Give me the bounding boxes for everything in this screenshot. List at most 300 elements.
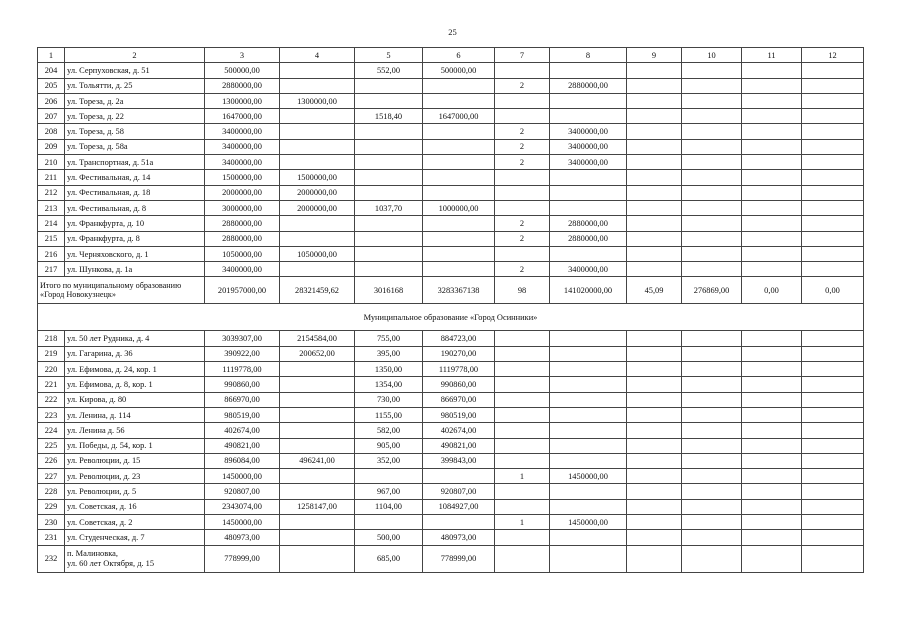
table-cell: 990860,00 <box>205 377 280 392</box>
table-cell <box>627 346 682 361</box>
table-cell: 3400000,00 <box>550 262 627 277</box>
table-cell <box>742 423 802 438</box>
table-cell <box>495 246 550 261</box>
table-cell <box>802 78 864 93</box>
register-table <box>37 47 864 573</box>
table-cell: 211 <box>38 170 65 185</box>
table-cell: 905,00 <box>355 438 423 453</box>
table-cell: ул. Революции, д. 23 <box>65 469 205 484</box>
table-cell <box>423 469 495 484</box>
table-cell <box>742 362 802 377</box>
table-cell <box>802 484 864 499</box>
table-cell: 226 <box>38 453 65 468</box>
table-cell: 6 <box>423 48 495 63</box>
table-cell: ул. Тореза, д. 22 <box>65 109 205 124</box>
table-cell: 225 <box>38 438 65 453</box>
table-cell: 3 <box>205 48 280 63</box>
table-cell <box>280 139 355 154</box>
table-cell <box>550 93 627 108</box>
table-cell: 200652,00 <box>280 346 355 361</box>
table-cell <box>550 362 627 377</box>
table-cell: 2 <box>495 124 550 139</box>
page-number: 25 <box>448 27 457 37</box>
table-row <box>38 331 864 346</box>
table-cell: 2000000,00 <box>280 185 355 200</box>
table-cell: 217 <box>38 262 65 277</box>
table-cell <box>280 63 355 78</box>
table-cell: 218 <box>38 331 65 346</box>
table-cell: 229 <box>38 499 65 514</box>
table-cell: 4 <box>280 48 355 63</box>
table-cell: 232 <box>38 545 65 572</box>
table-cell: 490821,00 <box>423 438 495 453</box>
table-cell: 1450000,00 <box>550 515 627 530</box>
table-cell: 219 <box>38 346 65 361</box>
table-cell: 1119778,00 <box>423 362 495 377</box>
table-cell <box>355 246 423 261</box>
table-cell <box>742 124 802 139</box>
table-cell: 920807,00 <box>205 484 280 499</box>
table-cell: 1000000,00 <box>423 200 495 215</box>
table-cell <box>802 530 864 545</box>
table-cell <box>802 377 864 392</box>
table-row <box>38 499 864 514</box>
table-cell: 500000,00 <box>423 63 495 78</box>
table-cell <box>682 185 742 200</box>
table-cell <box>495 346 550 361</box>
table-cell <box>355 231 423 246</box>
table-cell <box>682 530 742 545</box>
table-cell: 866970,00 <box>423 392 495 407</box>
table-cell <box>682 200 742 215</box>
table-cell <box>802 423 864 438</box>
table-cell <box>627 484 682 499</box>
table-cell: ул. Студенческая, д. 7 <box>65 530 205 545</box>
table-cell: 685,00 <box>355 545 423 572</box>
table-cell: 1500000,00 <box>280 170 355 185</box>
table-cell <box>355 515 423 530</box>
table-cell: 1 <box>495 515 550 530</box>
table-cell: ул. Ленина д. 56 <box>65 423 205 438</box>
table-cell <box>550 545 627 572</box>
table-cell: 208 <box>38 124 65 139</box>
table-cell <box>742 469 802 484</box>
table-cell <box>742 170 802 185</box>
table-cell: 2 <box>495 139 550 154</box>
table-row <box>38 216 864 231</box>
table-cell: 2343074,00 <box>205 499 280 514</box>
table-cell <box>495 377 550 392</box>
table-cell: 221 <box>38 377 65 392</box>
table-cell <box>550 499 627 514</box>
table-cell: 866970,00 <box>205 392 280 407</box>
table-cell: 896084,00 <box>205 453 280 468</box>
table-cell <box>627 231 682 246</box>
table-cell <box>550 331 627 346</box>
table-cell <box>802 139 864 154</box>
table-cell: 730,00 <box>355 392 423 407</box>
table-cell <box>495 170 550 185</box>
table-row <box>38 346 864 361</box>
table-cell <box>682 438 742 453</box>
table-cell: ул. Ефимова, д. 8, кор. 1 <box>65 377 205 392</box>
table-cell <box>802 331 864 346</box>
table-cell: 2 <box>65 48 205 63</box>
table-cell <box>742 407 802 422</box>
table-cell: 9 <box>627 48 682 63</box>
table-cell <box>627 170 682 185</box>
table-cell: ул. Фестивальная, д. 14 <box>65 170 205 185</box>
table-cell <box>682 377 742 392</box>
table-cell: 201957000,00 <box>205 277 280 304</box>
table-cell: 98 <box>495 277 550 304</box>
table-cell <box>280 423 355 438</box>
table-cell <box>682 545 742 572</box>
address-line: п. Малиновка, <box>67 549 118 559</box>
table-cell: ул. Серпуховская, д. 51 <box>65 63 205 78</box>
table-cell: 2000000,00 <box>205 185 280 200</box>
table-cell <box>280 362 355 377</box>
table-cell: 778999,00 <box>423 545 495 572</box>
table-cell <box>495 438 550 453</box>
table-cell <box>742 515 802 530</box>
table-cell: 11 <box>742 48 802 63</box>
table-cell <box>423 155 495 170</box>
table-cell <box>550 407 627 422</box>
table-cell: 1258147,00 <box>280 499 355 514</box>
header-row <box>38 48 864 63</box>
table-cell: 223 <box>38 407 65 422</box>
table-cell <box>742 155 802 170</box>
table-cell <box>682 346 742 361</box>
table-cell <box>495 109 550 124</box>
table-cell: 3000000,00 <box>205 200 280 215</box>
table-cell: 216 <box>38 246 65 261</box>
table-cell: 1 <box>495 469 550 484</box>
table-cell <box>423 185 495 200</box>
table-cell: 980519,00 <box>423 407 495 422</box>
table-cell <box>742 78 802 93</box>
table-cell: ул. Ефимова, д. 24, кор. 1 <box>65 362 205 377</box>
table-cell <box>742 545 802 572</box>
table-cell: ул. Тольятти, д. 25 <box>65 78 205 93</box>
table-cell <box>627 63 682 78</box>
table-cell: 552,00 <box>355 63 423 78</box>
table-cell: 2880000,00 <box>205 78 280 93</box>
total-row <box>38 277 864 304</box>
table-cell <box>682 231 742 246</box>
table-cell <box>280 262 355 277</box>
table-cell <box>355 124 423 139</box>
table-cell: 0,00 <box>802 277 864 304</box>
table-cell <box>423 93 495 108</box>
table-cell <box>627 139 682 154</box>
table-cell <box>682 109 742 124</box>
table-cell: 980519,00 <box>205 407 280 422</box>
table-cell <box>280 515 355 530</box>
table-cell: 190270,00 <box>423 346 495 361</box>
table-row <box>38 438 864 453</box>
table-row <box>38 78 864 93</box>
table-cell: 390922,00 <box>205 346 280 361</box>
table-cell <box>280 545 355 572</box>
table-cell <box>423 139 495 154</box>
table-cell <box>742 499 802 514</box>
table-cell: 1037,70 <box>355 200 423 215</box>
table-cell <box>682 331 742 346</box>
table-cell <box>627 262 682 277</box>
table-row <box>38 170 864 185</box>
table-cell: 1300000,00 <box>280 93 355 108</box>
table-cell <box>550 530 627 545</box>
table-cell <box>682 469 742 484</box>
table-cell: 1050000,00 <box>280 246 355 261</box>
table-cell <box>495 392 550 407</box>
table-cell: ул. Шункова, д. 1а <box>65 262 205 277</box>
table-cell <box>742 392 802 407</box>
table-row <box>38 63 864 78</box>
table-cell <box>802 170 864 185</box>
table-cell <box>280 392 355 407</box>
table-cell <box>550 346 627 361</box>
table-cell: 12 <box>802 48 864 63</box>
table-row <box>38 392 864 407</box>
table-cell: 1450000,00 <box>205 469 280 484</box>
table-cell <box>742 484 802 499</box>
table-cell <box>682 499 742 514</box>
table-row <box>38 377 864 392</box>
table-cell <box>355 139 423 154</box>
table-cell: 2880000,00 <box>205 216 280 231</box>
table-cell <box>627 377 682 392</box>
table-cell: 5 <box>355 48 423 63</box>
table-cell <box>355 185 423 200</box>
table-cell: ул. Черняховского, д. 1 <box>65 246 205 261</box>
table-cell: 0,00 <box>742 277 802 304</box>
table-cell <box>742 530 802 545</box>
table-cell <box>495 423 550 438</box>
table-cell <box>495 484 550 499</box>
table-cell <box>495 499 550 514</box>
table-cell: 778999,00 <box>205 545 280 572</box>
table-cell <box>742 346 802 361</box>
table-cell <box>742 453 802 468</box>
table-cell: 8 <box>550 48 627 63</box>
table-cell <box>280 407 355 422</box>
table-cell: ул. Ленина, д. 114 <box>65 407 205 422</box>
table-cell: 213 <box>38 200 65 215</box>
address-line: ул. 60 лет Октября, д. 15 <box>67 558 155 568</box>
table-cell <box>550 170 627 185</box>
table-row <box>38 515 864 530</box>
table-cell <box>682 484 742 499</box>
table-cell: 920807,00 <box>423 484 495 499</box>
table-cell: 2154584,00 <box>280 331 355 346</box>
table-cell <box>355 262 423 277</box>
table-cell: 1155,00 <box>355 407 423 422</box>
table-cell <box>802 200 864 215</box>
table-cell: 500,00 <box>355 530 423 545</box>
table-row <box>38 545 864 572</box>
table-row <box>38 423 864 438</box>
table-cell: 3039307,00 <box>205 331 280 346</box>
table-cell <box>550 484 627 499</box>
table-cell <box>682 246 742 261</box>
table-cell <box>802 231 864 246</box>
table-cell <box>802 545 864 572</box>
table-cell <box>682 362 742 377</box>
table-cell: ул. 50 лет Рудника, д. 4 <box>65 331 205 346</box>
table-cell: 395,00 <box>355 346 423 361</box>
table-cell <box>495 93 550 108</box>
table-cell <box>802 93 864 108</box>
table-cell: ул. Кирова, д. 80 <box>65 392 205 407</box>
table-cell: 227 <box>38 469 65 484</box>
table-row <box>38 453 864 468</box>
table-cell: 45,09 <box>627 277 682 304</box>
table-cell <box>423 231 495 246</box>
table-cell <box>355 170 423 185</box>
table-cell <box>627 423 682 438</box>
table-cell <box>802 185 864 200</box>
table-cell: 884723,00 <box>423 331 495 346</box>
table-cell <box>355 216 423 231</box>
table-cell: 3283367138 <box>423 277 495 304</box>
table-row <box>38 407 864 422</box>
table-cell: ул. Победы, д. 54, кор. 1 <box>65 438 205 453</box>
table-cell: 3400000,00 <box>550 139 627 154</box>
table-cell: ул. Гагарина, д. 36 <box>65 346 205 361</box>
table-cell <box>423 262 495 277</box>
table-cell <box>742 63 802 78</box>
table-body <box>38 48 864 573</box>
table-cell <box>280 469 355 484</box>
table-cell <box>802 499 864 514</box>
table-row <box>38 362 864 377</box>
table-row <box>38 200 864 215</box>
table-cell <box>627 109 682 124</box>
table-cell: ул. Тореза, д. 2а <box>65 93 205 108</box>
table-cell: 2880000,00 <box>550 78 627 93</box>
table-cell: ул. Тореза, д. 58 <box>65 124 205 139</box>
table-cell <box>742 331 802 346</box>
table-cell <box>280 231 355 246</box>
table-cell: 1354,00 <box>355 377 423 392</box>
table-cell: 990860,00 <box>423 377 495 392</box>
table-cell: 214 <box>38 216 65 231</box>
table-cell <box>627 246 682 261</box>
table-cell <box>802 407 864 422</box>
table-cell <box>627 362 682 377</box>
table-cell: 215 <box>38 231 65 246</box>
table-cell <box>495 331 550 346</box>
table-cell <box>802 515 864 530</box>
table-cell <box>682 515 742 530</box>
table-cell <box>742 262 802 277</box>
table-cell <box>495 407 550 422</box>
table-cell <box>682 170 742 185</box>
table-cell <box>802 246 864 261</box>
table-cell <box>423 515 495 530</box>
table-cell <box>802 63 864 78</box>
section-header-row <box>38 304 864 331</box>
table-cell <box>495 530 550 545</box>
table-cell <box>802 469 864 484</box>
table-cell <box>355 93 423 108</box>
table-cell: 10 <box>682 48 742 63</box>
table-cell <box>550 185 627 200</box>
table-cell <box>802 346 864 361</box>
table-cell: 399843,00 <box>423 453 495 468</box>
table-cell <box>495 545 550 572</box>
table-cell: 228 <box>38 484 65 499</box>
table-cell <box>280 109 355 124</box>
table-row <box>38 155 864 170</box>
table-cell: Муниципальное образование «Город Осинники» <box>38 304 864 331</box>
table-cell: 1647000,00 <box>423 109 495 124</box>
table-cell <box>280 530 355 545</box>
table-cell: 230 <box>38 515 65 530</box>
table-cell: 490821,00 <box>205 438 280 453</box>
table-row <box>38 262 864 277</box>
table-cell <box>627 469 682 484</box>
table-cell: 207 <box>38 109 65 124</box>
table-cell <box>742 216 802 231</box>
table-cell <box>742 377 802 392</box>
table-cell <box>627 453 682 468</box>
table-cell <box>802 109 864 124</box>
table-cell <box>280 124 355 139</box>
table-cell <box>742 139 802 154</box>
table-cell: 205 <box>38 78 65 93</box>
table-cell <box>627 499 682 514</box>
table-cell: 28321459,62 <box>280 277 355 304</box>
table-cell <box>550 438 627 453</box>
table-cell <box>682 407 742 422</box>
table-cell: 1300000,00 <box>205 93 280 108</box>
table-cell: 402674,00 <box>205 423 280 438</box>
table-cell <box>627 545 682 572</box>
table-cell <box>682 124 742 139</box>
table-cell <box>65 545 205 572</box>
table-cell: 2 <box>495 216 550 231</box>
table-cell: 220 <box>38 362 65 377</box>
table-cell: Итого по муниципальному образованию «Город Новокузнецк» <box>38 277 205 304</box>
table-cell <box>423 216 495 231</box>
table-cell <box>742 109 802 124</box>
table-cell <box>423 124 495 139</box>
table-cell <box>280 78 355 93</box>
table-cell <box>802 392 864 407</box>
table-cell <box>550 453 627 468</box>
table-cell <box>627 200 682 215</box>
table-cell: 3400000,00 <box>205 262 280 277</box>
table-cell <box>627 438 682 453</box>
table-cell <box>742 185 802 200</box>
table-cell <box>742 246 802 261</box>
table-cell: 3400000,00 <box>205 124 280 139</box>
table-cell: 224 <box>38 423 65 438</box>
table-cell: 2000000,00 <box>280 200 355 215</box>
table-cell: 1119778,00 <box>205 362 280 377</box>
table-cell: 2 <box>495 78 550 93</box>
table-cell <box>627 331 682 346</box>
table-cell: 1084927,00 <box>423 499 495 514</box>
table-cell: 755,00 <box>355 331 423 346</box>
table-cell <box>627 392 682 407</box>
table-cell <box>495 63 550 78</box>
table-cell <box>627 78 682 93</box>
